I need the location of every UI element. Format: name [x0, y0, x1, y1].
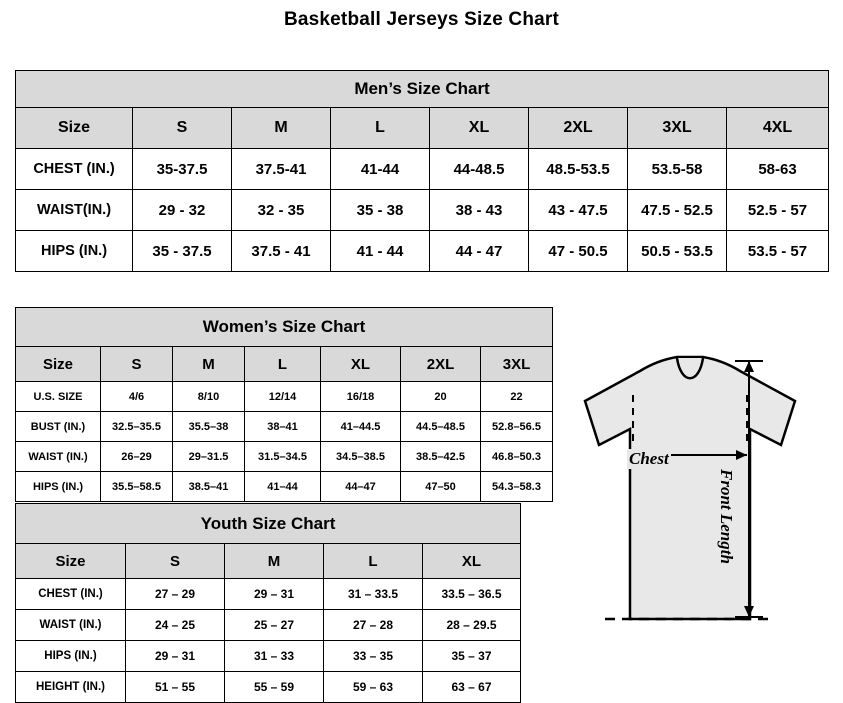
youth-waist-m: 25 – 27: [225, 610, 324, 641]
mens-chest-s: 35-37.5: [133, 149, 232, 190]
womens-header-s: S: [101, 347, 173, 382]
womens-bust-2xl: 44.5–48.5: [401, 412, 481, 442]
youth-size-chart-table: [15, 503, 521, 703]
youth-row-label-waist: WAIST (IN.): [16, 610, 126, 641]
page-title: Basketball Jerseys Size Chart: [283, 9, 560, 30]
mens-waist-2xl: 43 - 47.5: [529, 190, 628, 231]
mens-header-xl: XL: [430, 108, 529, 149]
youth-header-l: L: [324, 544, 423, 579]
youth-header-s: S: [126, 544, 225, 579]
mens-header-row: [16, 108, 829, 149]
youth-chest-s: 27 – 29: [126, 579, 225, 610]
womens-row-label-waist: WAIST (IN.): [16, 442, 101, 472]
mens-hips-4xl: 53.5 - 57: [727, 231, 829, 272]
mens-header-4xl: 4XL: [727, 108, 829, 149]
table-row: [16, 442, 553, 472]
mens-row-label-waist: WAIST(IN.): [16, 190, 133, 231]
womens-row-label-us-size: U.S. SIZE: [16, 382, 101, 412]
womens-hips-xl: 44–47: [321, 472, 401, 502]
mens-header-s: S: [133, 108, 232, 149]
mens-waist-3xl: 47.5 - 52.5: [628, 190, 727, 231]
womens-row-label-hips: HIPS (IN.): [16, 472, 101, 502]
mens-chest-l: 41-44: [331, 149, 430, 190]
mens-chart-band: Men’s Size Chart: [16, 71, 829, 108]
mens-chest-xl: 44-48.5: [430, 149, 529, 190]
jersey-outline: [585, 357, 795, 619]
youth-header-size: Size: [16, 544, 126, 579]
youth-height-s: 51 – 55: [126, 672, 225, 703]
womens-bust-3xl: 52.8–56.5: [481, 412, 553, 442]
womens-header-xl: XL: [321, 347, 401, 382]
mens-hips-2xl: 47 - 50.5: [529, 231, 628, 272]
youth-height-l: 59 – 63: [324, 672, 423, 703]
youth-header-m: M: [225, 544, 324, 579]
womens-waist-l: 31.5–34.5: [245, 442, 321, 472]
womens-header-l: L: [245, 347, 321, 382]
youth-header-xl: XL: [423, 544, 521, 579]
womens-waist-m: 29–31.5: [173, 442, 245, 472]
chest-measure-label: Chest: [629, 449, 669, 468]
mens-waist-m: 32 - 35: [232, 190, 331, 231]
womens-header-m: M: [173, 347, 245, 382]
mens-hips-s: 35 - 37.5: [133, 231, 232, 272]
mens-header-3xl: 3XL: [628, 108, 727, 149]
table-row: [16, 412, 553, 442]
youth-waist-xl: 28 – 29.5: [423, 610, 521, 641]
womens-waist-s: 26–29: [101, 442, 173, 472]
womens-us-size-m: 8/10: [173, 382, 245, 412]
youth-row-label-chest: CHEST (IN.): [16, 579, 126, 610]
womens-waist-3xl: 46.8–50.3: [481, 442, 553, 472]
front-length-arrow-top: [744, 361, 754, 372]
womens-bust-xl: 41–44.5: [321, 412, 401, 442]
youth-hips-xl: 35 – 37: [423, 641, 521, 672]
table-row: [16, 641, 521, 672]
womens-hips-2xl: 47–50: [401, 472, 481, 502]
jersey-measurement-diagram: [545, 349, 835, 679]
youth-chest-m: 29 – 31: [225, 579, 324, 610]
mens-header-m: M: [232, 108, 331, 149]
front-length-measure-label: Front Length: [717, 469, 736, 564]
mens-hips-m: 37.5 - 41: [232, 231, 331, 272]
womens-hips-m: 38.5–41: [173, 472, 245, 502]
womens-waist-xl: 34.5–38.5: [321, 442, 401, 472]
womens-bust-s: 32.5–35.5: [101, 412, 173, 442]
mens-waist-4xl: 52.5 - 57: [727, 190, 829, 231]
womens-size-chart-table: [15, 307, 553, 502]
womens-hips-l: 41–44: [245, 472, 321, 502]
table-row: [16, 231, 829, 272]
mens-size-chart-table: [15, 70, 829, 272]
womens-bust-l: 38–41: [245, 412, 321, 442]
table-row: [16, 579, 521, 610]
womens-bust-m: 35.5–38: [173, 412, 245, 442]
mens-waist-s: 29 - 32: [133, 190, 232, 231]
womens-header-2xl: 2XL: [401, 347, 481, 382]
womens-us-size-xl: 16/18: [321, 382, 401, 412]
youth-header-row: [16, 544, 521, 579]
mens-header-size: Size: [16, 108, 133, 149]
womens-header-size: Size: [16, 347, 101, 382]
youth-chest-xl: 33.5 – 36.5: [423, 579, 521, 610]
youth-height-xl: 63 – 67: [423, 672, 521, 703]
youth-chart-band: Youth Size Chart: [16, 504, 521, 544]
youth-row-label-height: HEIGHT (IN.): [16, 672, 126, 703]
womens-us-size-2xl: 20: [401, 382, 481, 412]
womens-chart-band: Women’s Size Chart: [16, 308, 553, 347]
mens-header-l: L: [331, 108, 430, 149]
mens-chest-3xl: 53.5-58: [628, 149, 727, 190]
table-row: [16, 149, 829, 190]
youth-height-m: 55 – 59: [225, 672, 324, 703]
womens-us-size-3xl: 22: [481, 382, 553, 412]
womens-header-row: [16, 347, 553, 382]
mens-waist-l: 35 - 38: [331, 190, 430, 231]
womens-us-size-l: 12/14: [245, 382, 321, 412]
mens-hips-3xl: 50.5 - 53.5: [628, 231, 727, 272]
womens-hips-s: 35.5–58.5: [101, 472, 173, 502]
table-row: [16, 190, 829, 231]
womens-row-label-bust: BUST (IN.): [16, 412, 101, 442]
table-row: [16, 382, 553, 412]
youth-hips-s: 29 – 31: [126, 641, 225, 672]
womens-header-3xl: 3XL: [481, 347, 553, 382]
youth-hips-l: 33 – 35: [324, 641, 423, 672]
table-row: [16, 672, 521, 703]
womens-waist-2xl: 38.5–42.5: [401, 442, 481, 472]
mens-hips-xl: 44 - 47: [430, 231, 529, 272]
mens-waist-xl: 38 - 43: [430, 190, 529, 231]
mens-chest-2xl: 48.5-53.5: [529, 149, 628, 190]
mens-row-label-hips: HIPS (IN.): [16, 231, 133, 272]
mens-hips-l: 41 - 44: [331, 231, 430, 272]
mens-header-2xl: 2XL: [529, 108, 628, 149]
jersey-illustration: [545, 349, 835, 679]
mens-chest-4xl: 58-63: [727, 149, 829, 190]
youth-chest-l: 31 – 33.5: [324, 579, 423, 610]
table-row: [16, 472, 553, 502]
youth-waist-s: 24 – 25: [126, 610, 225, 641]
womens-us-size-s: 4/6: [101, 382, 173, 412]
youth-waist-l: 27 – 28: [324, 610, 423, 641]
youth-row-label-hips: HIPS (IN.): [16, 641, 126, 672]
table-row: [16, 610, 521, 641]
youth-hips-m: 31 – 33: [225, 641, 324, 672]
mens-row-label-chest: CHEST (IN.): [16, 149, 133, 190]
womens-hips-3xl: 54.3–58.3: [481, 472, 553, 502]
mens-chest-m: 37.5-41: [232, 149, 331, 190]
